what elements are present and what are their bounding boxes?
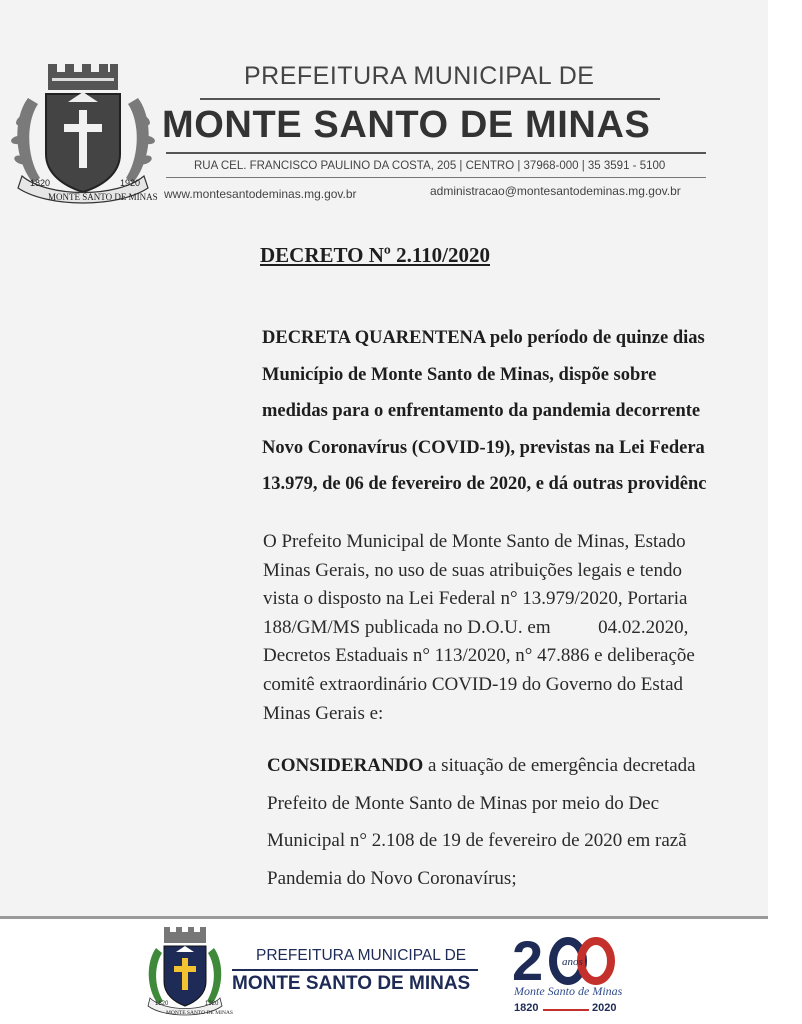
considerando-paragraph — [267, 747, 696, 897]
footer-divider — [0, 916, 768, 919]
considerando-line: Prefeito de Monte Santo de Minas por meio do Dec — [267, 792, 660, 814]
anniv-year-start: 1820 — [514, 1002, 539, 1014]
header-rule-middle — [166, 152, 706, 154]
decree-title: DECRETO Nº 2.110/2020 — [260, 243, 490, 267]
footer-crest-year-left: 1820 — [155, 1001, 169, 1007]
preamble-line: vista o disposto na Lei Federal n° 13.979/2020, Portaria — [263, 588, 688, 610]
summary-lead: DECRETA QUARENTENA — [262, 328, 486, 348]
header-rule-top — [200, 98, 660, 100]
footer-coat-of-arms-icon — [146, 926, 233, 1018]
crest-year-right: 1920 — [120, 178, 141, 188]
considerando-lead: CONSIDERANDO — [267, 755, 424, 776]
anniv-rule — [543, 1009, 589, 1011]
preamble-line: comitê extraordinário COVID-19 do Governo do Estad — [263, 673, 684, 695]
summary-line: 13.979, de 06 de fevereiro de 2020, e dá outras providênc — [262, 474, 707, 494]
anniv-year-end: 2020 — [592, 1002, 617, 1014]
header-rule-bottom — [166, 177, 706, 178]
summary-line: Município de Monte Santo de Minas, dispõe sobre — [262, 364, 657, 385]
anniv-anos-text: anos — [562, 956, 583, 968]
header-municipality-name: MONTE SANTO DE MINAS — [162, 104, 651, 146]
decree-summary — [262, 320, 802, 503]
summary-line-1 — [262, 320, 802, 357]
footer-municipality-name: MONTE SANTO DE MINAS — [232, 973, 471, 994]
considerando-line-1 — [267, 747, 696, 785]
header-email: administracao@montesantodeminas.mg.gov.br — [430, 184, 681, 198]
considerando-line: Municipal n° 2.108 de 19 de fevereiro de 2020 em razã — [267, 830, 687, 851]
crest-cross — [79, 110, 87, 168]
header-website: www.montesantodeminas.mg.gov.br — [164, 187, 357, 201]
footer-line-1: PREFEITURA MUNICIPAL DE — [256, 947, 467, 964]
header-line-1: PREFEITURA MUNICIPAL DE — [244, 62, 595, 90]
footer-rule — [232, 969, 478, 971]
preamble-line: 188/GM/MS publicada no D.O.U. em 04.02.2020, — [263, 616, 689, 638]
anniv-script: Monte Santo de Minas — [514, 984, 623, 998]
crest-year-left: 1820 — [30, 178, 51, 188]
summary-line: medidas para o enfrentamento da pandemia decorrente — [262, 401, 701, 421]
considerando-line-1-rest: a situação de emergência decretada — [423, 755, 696, 776]
crest-ribbon-text: MONTE SANTO DE MINAS — [48, 192, 158, 202]
footer-crest-year-right: 1920 — [205, 1001, 219, 1007]
considerando-line: Pandemia do Novo Coronavírus; — [267, 867, 517, 889]
preamble-line: Minas Gerais e: — [263, 702, 384, 724]
header-address: RUA CEL. FRANCISCO PAULINO DA COSTA, 205 | CENTRO | 37968-000 | 35 3591 - 5100 — [194, 160, 666, 172]
anniv-digit-2: 2 — [512, 929, 544, 992]
summary-line-1-rest: pelo período de quinze dias — [485, 328, 705, 348]
preamble-line: Minas Gerais, no uso de suas atribuições legais e tendo — [263, 559, 682, 581]
summary-line: Novo Coronavírus (COVID-19), previstas na Lei Federa — [262, 437, 705, 458]
municipal-coat-of-arms-icon — [8, 58, 158, 208]
preamble-line: O Prefeito Municipal de Monte Santo de Minas, Estado — [263, 531, 686, 552]
preamble-line: Decretos Estaduais n° 113/2020, n° 47.886 e deliberaçõe — [263, 645, 695, 667]
crest-crown — [48, 64, 118, 90]
decree-preamble — [263, 528, 695, 728]
footer-crest-ribbon-text: MONTE SANTO DE MINAS — [166, 1010, 233, 1016]
